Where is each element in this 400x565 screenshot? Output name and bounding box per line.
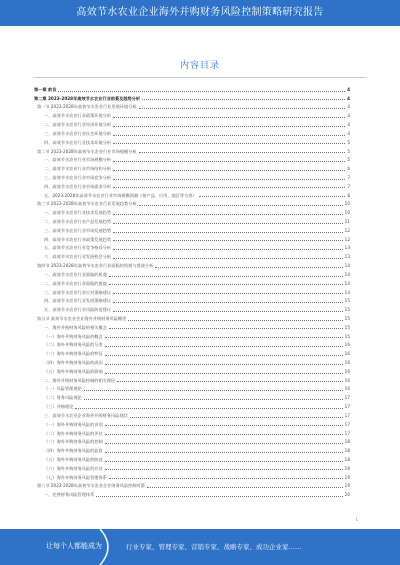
toc-entry-title: 三、高效节水农业行业市场竞争分析 (44, 174, 112, 180)
toc-entry[interactable] (34, 296, 350, 305)
toc-dot-leader (113, 179, 345, 180)
document-title: 高效节水农业企业海外并购财务风险控制策略研究报告 (76, 7, 324, 18)
toc-dot-leader (147, 487, 343, 488)
toc-entry[interactable] (34, 419, 350, 428)
toc-entry-title: （五）海外并购财务风险的防范 (44, 456, 103, 462)
toc-dot-leader (113, 223, 343, 224)
toc-dot-leader (113, 126, 345, 127)
toc-entry-page: 16 (344, 351, 350, 357)
toc-entry-page: 16 (344, 377, 350, 383)
toc-dot-leader (105, 443, 343, 444)
toc-entry[interactable] (34, 489, 350, 498)
toc-entry-page: 6 (347, 166, 350, 172)
toc-entry-title: 第五节 高效节水农业企业海外并购财务风险概述 (37, 315, 127, 321)
toc-dot-leader (113, 117, 345, 118)
toc-entry-page: 20 (344, 492, 350, 498)
toc-entry-title: 二、海外并购财务风险控制的相关理论 (44, 377, 116, 383)
toc-entry[interactable] (34, 84, 350, 93)
toc-dot-leader (84, 390, 343, 391)
toc-dot-leader (58, 91, 345, 92)
toc-entry-page: 15 (344, 324, 350, 330)
toc-entry-page: 5 (347, 148, 350, 154)
toc-entry[interactable] (34, 278, 350, 287)
toc-dot-leader (109, 478, 343, 479)
toc-dot-leader (113, 187, 345, 188)
toc-entry-page: 15 (344, 333, 350, 339)
toc-entry-title: （三）并购理论 (44, 404, 74, 410)
toc-entry-page: 19 (344, 465, 350, 471)
toc-entry-page: 14 (344, 280, 350, 286)
toc-entry-title: 二、高效节水农业行业产品发展趋势 (44, 219, 112, 224)
toc-entry-title: 二、高效节水农业行业经济环境分析 (44, 122, 112, 128)
toc-entry-page: 4 (347, 113, 350, 119)
document-footer-bar (0, 529, 400, 565)
toc-dot-leader (113, 161, 345, 162)
toc-entry-title: （四）海外并购财务风险的成因 (44, 360, 103, 365)
toc-dot-leader (128, 320, 342, 321)
title-divider (34, 77, 366, 78)
toc-entry-page: 4 (347, 122, 350, 128)
toc-dot-leader (113, 143, 345, 144)
toc-entry-page: 12 (344, 236, 350, 242)
toc-entry-title: 第二章 2023-2028年高效节水农业行业前景及趋势分析 (34, 95, 141, 101)
toc-entry[interactable] (34, 472, 350, 481)
toc-dot-leader (139, 108, 346, 109)
toc-dot-leader (113, 232, 343, 233)
toc-entry-title: （三）海外并购财务风险的特征 (44, 351, 103, 357)
toc-entry-title: （一）海外并购财务风险的识别 (44, 421, 103, 427)
toc-entry-page: 17 (344, 430, 350, 436)
toc-entry-page: 19 (344, 474, 350, 480)
toc-entry[interactable] (34, 384, 350, 393)
footer-arc-decoration (94, 529, 120, 565)
toc-dot-leader (105, 452, 343, 453)
toc-entry-title: 三、高效节水农业行业社会环境分析 (44, 130, 112, 136)
toc-entry-title: 一、完善财务风险管理体系 (44, 492, 95, 498)
toc-entry[interactable] (34, 251, 350, 260)
toc-entry[interactable] (34, 199, 350, 208)
toc-entry-title: 第二节 2023-2028年高效节水农业行业市场规模分析 (37, 148, 137, 154)
toc-dot-leader (105, 469, 343, 470)
toc-entry-page: 12 (344, 227, 350, 233)
toc-entry[interactable] (34, 322, 350, 331)
toc-entry[interactable] (34, 392, 350, 401)
toc-entry[interactable] (34, 428, 350, 437)
toc-dot-leader (142, 99, 345, 100)
toc-entry-title: 第一节 2023-2028年高效节水农业行业发展环境分析 (37, 104, 137, 110)
page-title: 内容目录 (179, 61, 220, 71)
toc-entry-page: 5 (347, 157, 350, 163)
toc-entry[interactable] (34, 269, 350, 278)
toc-entry[interactable] (34, 234, 350, 243)
toc-entry[interactable] (34, 146, 350, 155)
toc-entry[interactable] (34, 437, 350, 446)
toc-entry[interactable] (34, 128, 350, 137)
toc-entry-page: 18 (344, 439, 350, 445)
toc-dot-leader (105, 461, 343, 462)
toc-entry-page: 4 (347, 104, 350, 110)
toc-entry-page: 7 (347, 183, 350, 189)
toc-entry[interactable] (34, 137, 350, 146)
toc-entry-title: （三）海外并购财务风险的控制 (44, 439, 103, 445)
toc-entry-page: 13 (344, 245, 350, 251)
toc-dot-leader (113, 240, 343, 241)
toc-entry-title: （二）财务风险理论 (44, 395, 82, 401)
toc-entry-title: 一、高效节水农业行业技术发展趋势 (44, 210, 112, 216)
table-of-contents (34, 84, 350, 498)
toc-entry-page: 18 (344, 456, 350, 462)
toc-entry[interactable] (34, 243, 350, 252)
toc-entry-page: 17 (344, 421, 350, 427)
toc-entry[interactable] (34, 110, 350, 119)
toc-dot-leader (96, 496, 342, 497)
toc-entry-title: （二）海外并购财务风险的评估 (44, 430, 103, 436)
toc-entry[interactable] (34, 304, 350, 313)
toc-entry[interactable] (34, 410, 350, 419)
toc-entry-title: （六）海外并购财务风险的应对 (44, 465, 103, 471)
toc-entry-title: 四、高效节水农业行业政策发展趋势 (44, 236, 112, 242)
toc-entry-page: 17 (344, 412, 350, 418)
toc-entry-title: 三、高效节水农业行业市场发展趋势 (44, 227, 112, 233)
toc-dot-leader (155, 267, 342, 268)
toc-entry-title: （二）海外并购财务风险的分类 (44, 342, 103, 348)
toc-dot-leader (113, 170, 345, 171)
toc-entry[interactable] (34, 481, 350, 490)
toc-dot-leader (105, 373, 343, 374)
toc-entry-page: 17 (344, 404, 350, 410)
toc-dot-leader (113, 258, 343, 259)
toc-entry-title: 第六节 2023-2028年高效节水农业企业财务风险控制对策 (37, 483, 145, 489)
toc-dot-leader (117, 381, 342, 382)
toc-entry-page: 4 (347, 95, 350, 101)
toc-entry[interactable] (34, 340, 350, 349)
toc-entry-page: 14 (344, 263, 350, 269)
toc-entry-title: 四、高效节水农业行业技术环境分析 (44, 139, 112, 145)
toc-entry[interactable] (34, 313, 350, 322)
toc-entry-title: 一、高效节水农业行业市场规模分析 (44, 157, 112, 163)
toc-entry-title: 六、高效节水农业行业发展机会分析 (44, 254, 112, 260)
toc-dot-leader (109, 284, 343, 285)
toc-entry-title: 一、高效节水农业行业面临的机遇 (44, 271, 107, 277)
toc-entry[interactable] (34, 102, 350, 111)
footer-slogan: 让每个人都能成为 (46, 542, 102, 550)
toc-dot-leader (105, 355, 343, 356)
toc-entry-page: 17 (344, 395, 350, 401)
toc-dot-leader (113, 249, 343, 250)
toc-entry[interactable] (34, 445, 350, 454)
toc-entry[interactable] (34, 190, 350, 199)
toc-entry[interactable] (34, 172, 350, 181)
toc-entry-page: 15 (344, 298, 350, 304)
toc-entry[interactable] (34, 454, 350, 463)
toc-dot-leader (105, 364, 343, 365)
toc-entry[interactable] (34, 357, 350, 366)
toc-entry[interactable] (34, 119, 350, 128)
toc-entry-title: 三、高效节水农业行业应对策略建议 (44, 289, 112, 295)
toc-dot-leader (109, 276, 343, 277)
toc-dot-leader (139, 205, 343, 206)
toc-entry-title: 第四节 2023-2028年高效节水农业行业面临的机遇与挑战分析 (37, 263, 154, 269)
toc-entry[interactable] (34, 260, 350, 269)
toc-entry[interactable] (34, 163, 350, 172)
toc-entry[interactable] (34, 93, 350, 102)
toc-entry-page: 18 (344, 448, 350, 454)
toc-entry-title: 第一章 前言 (34, 86, 57, 92)
toc-entry-title: 五、高效节水农业行业竞争格局分析 (44, 245, 112, 251)
toc-dot-leader (113, 214, 343, 215)
toc-dot-leader (105, 346, 343, 347)
toc-entry-title: 三、高效节水农业企业海外并购财务风险现状 (44, 412, 128, 418)
toc-entry-title: 第三节 2023-2028年高效节水农业行业发展趋势分析 (37, 201, 137, 207)
toc-dot-leader (113, 302, 343, 303)
toc-entry-page: 4 (347, 130, 350, 136)
toc-entry-title: （一）风险管理理论 (44, 386, 82, 392)
page-number: 1 (355, 517, 358, 522)
toc-entry-title: （四）海外并购财务风险的监督 (44, 448, 103, 454)
toc-dot-leader (130, 417, 343, 418)
toc-entry-title: 五、高效节水农业行业风险防范建议 (44, 307, 112, 313)
toc-dot-leader (113, 311, 343, 312)
toc-entry-page: 10 (344, 201, 350, 207)
toc-entry[interactable] (34, 287, 350, 296)
toc-entry-title: （七）海外并购财务风险管理体系 (44, 474, 107, 480)
toc-entry-title: 一、海外并购财务风险的相关概念 (44, 324, 107, 330)
toc-entry-page: 10 (344, 210, 350, 216)
toc-dot-leader (199, 196, 346, 197)
toc-dot-leader (105, 425, 343, 426)
toc-dot-leader (139, 152, 346, 153)
toc-dot-leader (113, 135, 345, 136)
toc-entry-page: 4 (347, 86, 350, 92)
toc-entry-title: 二、高效节水农业行业市场结构分析 (44, 166, 112, 172)
toc-dot-leader (113, 293, 343, 294)
toc-entry[interactable] (34, 348, 350, 357)
document-header-bar (0, 0, 400, 26)
toc-entry-page: 14 (344, 271, 350, 277)
toc-entry-page: 13 (344, 254, 350, 260)
toc-entry[interactable] (34, 375, 350, 384)
toc-entry[interactable] (34, 155, 350, 164)
toc-entry-page: 14 (344, 289, 350, 295)
toc-entry[interactable] (34, 366, 350, 375)
toc-entry-page: 16 (344, 342, 350, 348)
toc-entry[interactable] (34, 225, 350, 234)
toc-entry-title: 四、高效节水农业行业发展策略建议 (44, 298, 112, 304)
toc-entry-page: 16 (344, 386, 350, 392)
toc-entry-page: 11 (344, 219, 350, 224)
toc-entry[interactable] (34, 331, 350, 340)
toc-entry-page: 16 (344, 360, 350, 365)
toc-entry-title: 一、高效节水农业行业政策环境分析 (44, 113, 112, 119)
toc-entry-page: 7 (347, 174, 350, 180)
toc-entry-page: 8 (347, 192, 350, 198)
toc-entry-title: 四、高效节水农业行业市场需求分析 (44, 183, 112, 189)
toc-entry-page: 15 (344, 307, 350, 313)
toc-dot-leader (105, 337, 343, 338)
toc-dot-leader (75, 408, 342, 409)
toc-dot-leader (84, 399, 343, 400)
toc-entry[interactable] (34, 181, 350, 190)
toc-dot-leader (105, 434, 343, 435)
toc-entry[interactable] (34, 216, 350, 225)
toc-dot-leader (109, 328, 343, 329)
toc-entry-page: 5 (347, 139, 350, 145)
toc-entry-page: 15 (344, 315, 350, 321)
toc-entry[interactable] (34, 463, 350, 472)
toc-entry-title: （五）海外并购财务风险的影响 (44, 368, 103, 374)
toc-entry-title: （一）海外并购财务风险的概念 (44, 333, 103, 339)
footer-tagline: 行业专家、管理专家、营销专家、战略专家、成功企业家…… (126, 543, 302, 551)
toc-entry-title: 二、高效节水农业行业面临的挑战 (44, 280, 107, 286)
toc-entry[interactable] (34, 401, 350, 410)
toc-entry-page: 19 (344, 483, 350, 489)
toc-entry[interactable] (34, 207, 350, 216)
toc-entry-page: 16 (344, 368, 350, 374)
toc-entry-title: 五、2023-2028年高效节水农业行业市场规模预测（按产品、应用、地区等分类） (44, 192, 197, 198)
